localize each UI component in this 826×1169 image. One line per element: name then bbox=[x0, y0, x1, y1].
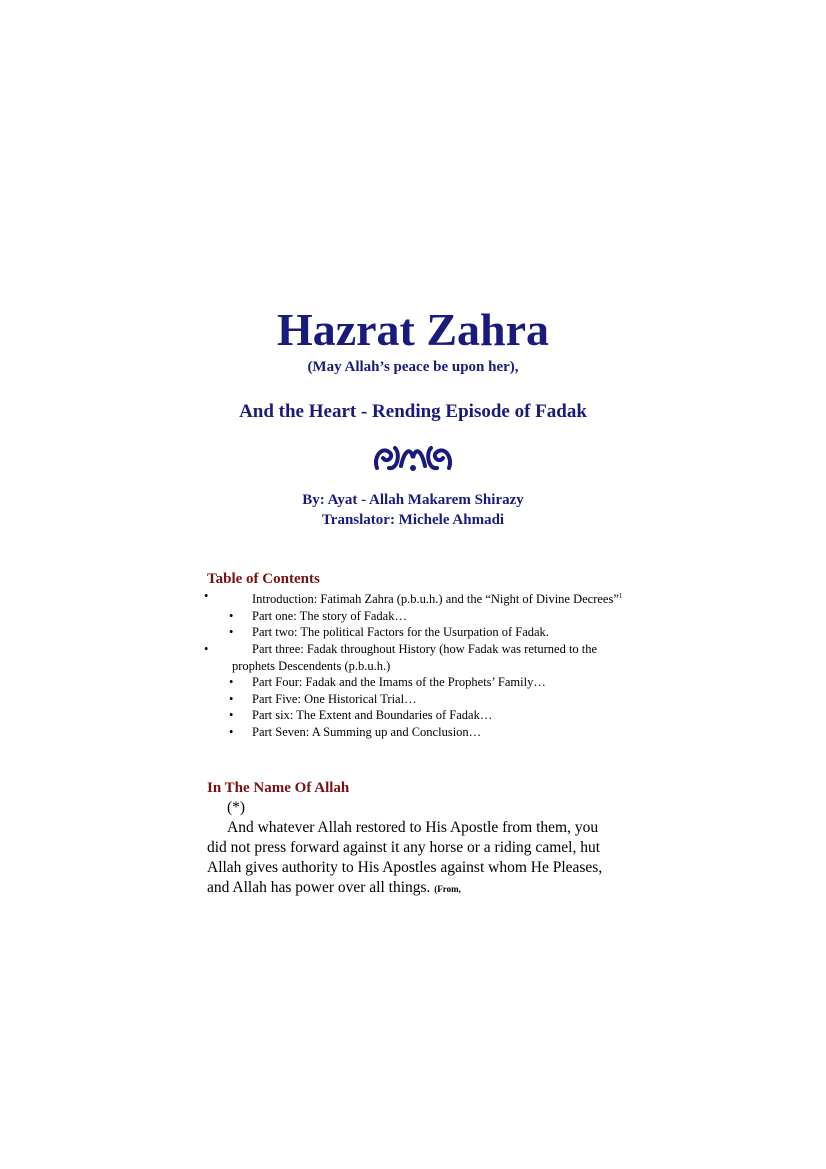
bullet-icon: • bbox=[204, 589, 209, 603]
document-title: Hazrat Zahra bbox=[276, 304, 550, 355]
toc-item-text: Part six: The Extent and Boundaries of Fadak… bbox=[252, 708, 493, 723]
document-subtitle: (May Allah’s peace be upon her), bbox=[307, 359, 519, 375]
toc-item-text: Part three: Fadak throughout History (how Fadak was returned to the prophets Descendents (p.b.u.h.) bbox=[232, 641, 598, 673]
floral-ornament-icon bbox=[0, 440, 826, 476]
verse-paragraph bbox=[207, 818, 617, 899]
toc-item-text: Part Five: One Historical Trial… bbox=[252, 691, 417, 706]
translator-line: Translator: Michele Ahmadi bbox=[321, 512, 505, 528]
bullet-icon: • bbox=[229, 708, 234, 723]
bullet-icon: • bbox=[229, 625, 234, 640]
toc-item-text: Part Four: Fadak and the Imams of the Prophets’ Family… bbox=[252, 675, 546, 690]
section-title: In The Name Of Allah bbox=[207, 780, 350, 796]
footnote-mark: 1 bbox=[618, 592, 623, 600]
document-heading: And the Heart - Rending Episode of Fadak bbox=[239, 401, 587, 422]
bullet-icon: • bbox=[204, 641, 209, 656]
toc-item bbox=[204, 588, 627, 608]
toc-item-text: Introduction: Fatimah Zahra (p.b.u.h.) and the “Night of Divine Decrees” bbox=[252, 592, 619, 607]
toc-list bbox=[204, 588, 627, 741]
verse-text: And whatever Allah restored to His Apostle from them, you did not press forward against it any horse or a riding camel, hut Allah gives authority to His Apostles against whom He Pleases, and Allah has power over all things. bbox=[207, 819, 603, 896]
toc-item-text: Part two: The political Factors for the Usurpation of Fadak. bbox=[252, 625, 549, 640]
toc-item bbox=[207, 707, 627, 724]
bullet-icon: • bbox=[229, 691, 234, 706]
toc-item bbox=[207, 608, 627, 625]
toc-item bbox=[207, 624, 627, 641]
section-body bbox=[207, 798, 617, 899]
bullet-icon: • bbox=[229, 675, 234, 690]
bullet-icon: • bbox=[229, 724, 234, 739]
toc-item bbox=[207, 691, 627, 708]
toc-item bbox=[204, 641, 627, 674]
toc-item-text: Part one: The story of Fadak… bbox=[252, 608, 407, 623]
verse-reference: (From, bbox=[434, 884, 461, 894]
verse-marker: (*) bbox=[227, 799, 246, 816]
author-line: By: Ayat - Allah Makarem Shirazy bbox=[302, 492, 524, 508]
toc-title: Table of Contents bbox=[207, 571, 320, 587]
toc-item-text: Part Seven: A Summing up and Conclusion… bbox=[252, 724, 482, 739]
toc-item bbox=[207, 724, 627, 741]
toc-item bbox=[207, 674, 627, 691]
bullet-icon: • bbox=[229, 608, 234, 623]
